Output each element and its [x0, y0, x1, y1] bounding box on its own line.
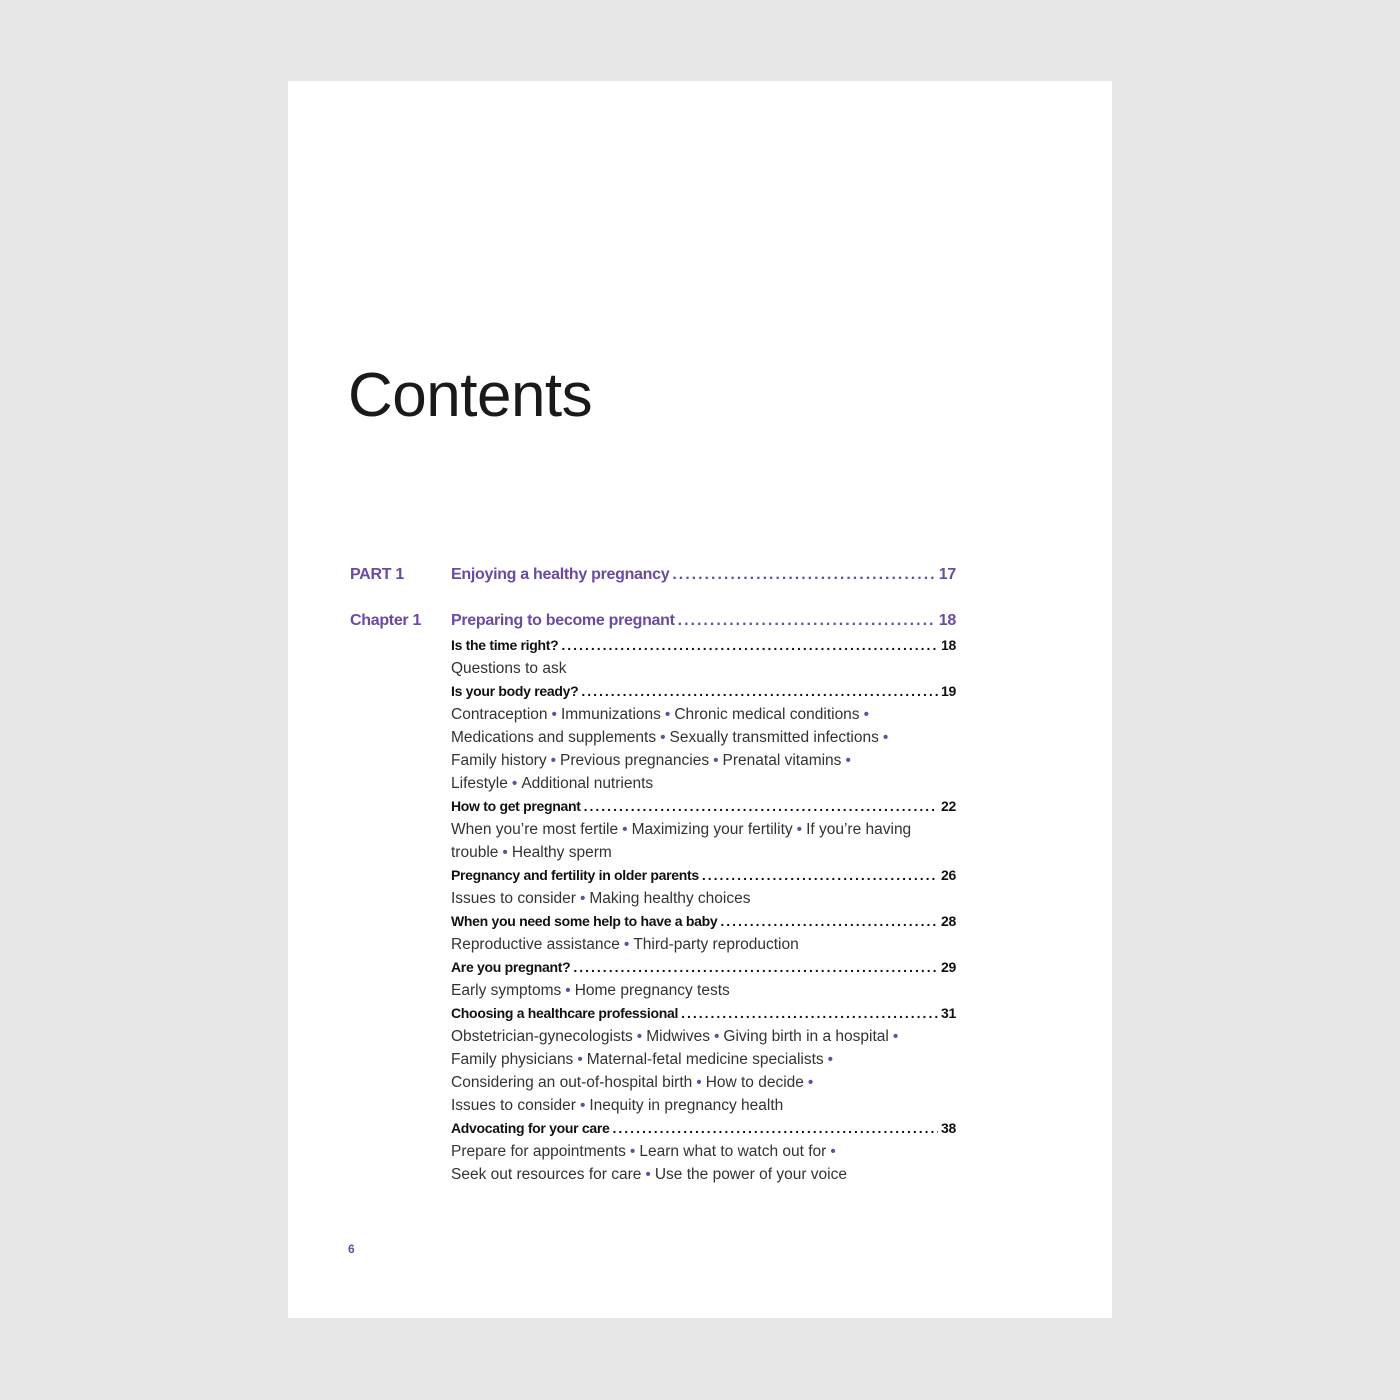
chapter-title: Preparing to become pregnant — [451, 612, 675, 629]
bullet-separator: • — [830, 1143, 836, 1160]
topic-item: Issues to consider — [451, 890, 576, 907]
topic-item: Immunizations — [560, 706, 661, 723]
document-page — [288, 81, 1112, 1318]
section-topics-line — [451, 749, 956, 772]
topic-item: Medications and supplements — [451, 729, 657, 746]
topic-item: Maximizing your fertility — [631, 821, 793, 838]
bullet-separator: • — [660, 729, 666, 746]
topic-item: Family history — [451, 752, 547, 769]
leader-dots — [702, 864, 938, 887]
topic-item: Use the power of your voice — [654, 1166, 847, 1183]
bullet-separator: • — [807, 1074, 814, 1091]
topic-item: Giving birth in a hospital — [723, 1028, 889, 1045]
topic-item: Contraception — [451, 706, 548, 723]
topic-item: Prepare for appointments — [451, 1143, 626, 1160]
topic-item: Third-party reproduction — [633, 936, 799, 953]
section-topics-line — [451, 1048, 956, 1071]
bullet-separator: • — [892, 1028, 899, 1045]
section-topics-line — [451, 979, 956, 1002]
section-title: Choosing a healthcare professional — [451, 1005, 679, 1021]
section-page-number: 29 — [941, 959, 956, 975]
section-page-number: 38 — [941, 1120, 956, 1136]
bullet-separator: • — [645, 1166, 651, 1183]
chapter-title-line[interactable] — [451, 611, 956, 634]
topic-item: Additional nutrients — [521, 775, 654, 792]
bullet-separator: • — [511, 775, 518, 792]
topic-item: If you’re having — [806, 821, 912, 838]
section-page-number: 18 — [941, 637, 956, 653]
bullet-separator: • — [550, 752, 557, 769]
section-page-number: 28 — [941, 913, 956, 929]
section-title: When you need some help to have a baby — [451, 913, 718, 929]
section-page-number: 22 — [941, 798, 956, 814]
topic-item: Family physicians — [451, 1051, 574, 1068]
section-topics-line — [451, 933, 956, 956]
leader-dots — [681, 1002, 938, 1025]
topic-item: How to decide — [705, 1074, 804, 1091]
section-topics-line — [451, 1025, 956, 1048]
bullet-separator: • — [664, 706, 671, 723]
leader-dots — [720, 910, 938, 933]
part-page-number: 17 — [938, 566, 956, 583]
part-title: Enjoying a healthy pregnancy — [451, 566, 670, 583]
section-title: How to get pregnant — [451, 798, 581, 814]
bullet-separator: • — [713, 1028, 720, 1045]
toc-chapter-entry — [350, 611, 956, 1186]
bullet-separator: • — [845, 752, 851, 769]
section-title: Is your body ready? — [451, 683, 579, 699]
leader-dots — [581, 680, 938, 703]
section-topics-line — [451, 657, 956, 680]
topic-item: Questions to ask — [451, 660, 567, 677]
section-topics-line — [451, 841, 956, 864]
topic-item: Reproductive assistance — [451, 936, 620, 953]
section-topics-line — [451, 818, 956, 841]
topic-item: Prenatal vitamins — [722, 752, 842, 769]
topic-item: Sexually transmitted infections — [669, 729, 879, 746]
topic-item: Learn what to watch out for — [639, 1143, 827, 1160]
topic-item: Considering an out-of-hospital birth — [451, 1074, 693, 1091]
chapter-page-number: 18 — [938, 612, 956, 629]
topic-item: Seek out resources for care — [451, 1166, 642, 1183]
part-label: PART 1 — [350, 566, 404, 583]
section-page-number: 19 — [941, 683, 956, 699]
section-topics-line — [451, 1163, 956, 1186]
topic-item: trouble — [451, 844, 499, 861]
topic-item: Obstetrician-gynecologists — [451, 1028, 633, 1045]
table-of-contents — [350, 565, 956, 1186]
topic-item: Home pregnancy tests — [574, 982, 730, 999]
bullet-separator: • — [636, 1028, 643, 1045]
bullet-separator: • — [882, 729, 889, 746]
toc-part-entry[interactable] — [350, 565, 956, 611]
leader-dots — [561, 634, 938, 657]
section-topics-line — [451, 1071, 956, 1094]
topic-item: Issues to consider — [451, 1097, 576, 1114]
bullet-separator: • — [713, 752, 719, 769]
bullet-separator: • — [577, 1051, 583, 1068]
leader-dots — [584, 795, 938, 818]
bullet-separator: • — [796, 821, 803, 838]
section-topics-line — [451, 887, 956, 910]
toc-section-entry[interactable] — [451, 956, 956, 979]
topic-item: Making healthy choices — [589, 890, 751, 907]
topic-item: Lifestyle — [451, 775, 508, 792]
topic-item: Previous pregnancies — [560, 752, 710, 769]
toc-section-entry[interactable] — [451, 1117, 956, 1140]
chapter-label: Chapter 1 — [350, 612, 422, 629]
bullet-separator: • — [579, 890, 586, 907]
leader-dots — [678, 611, 936, 631]
bullet-separator: • — [565, 982, 571, 999]
toc-section-entry[interactable] — [451, 680, 956, 703]
section-topics-line — [451, 772, 956, 795]
section-page-number: 26 — [941, 867, 956, 883]
section-topics-line — [451, 1140, 956, 1163]
bullet-separator: • — [863, 706, 869, 723]
leader-dots — [573, 956, 938, 979]
bullet-separator: • — [827, 1051, 834, 1068]
leader-dots — [672, 565, 935, 585]
section-page-number: 31 — [941, 1005, 956, 1021]
toc-section-entry[interactable] — [451, 795, 956, 818]
bullet-separator: • — [579, 1097, 586, 1114]
leader-dots — [613, 1117, 939, 1140]
chapter-sections — [451, 634, 956, 1186]
folio-page-number: 6 — [348, 1242, 355, 1256]
toc-section-entry[interactable] — [451, 910, 956, 933]
section-topics-line — [451, 703, 956, 726]
topic-item: Chronic medical conditions — [674, 706, 860, 723]
section-title: Advocating for your care — [451, 1120, 610, 1136]
topic-item: Inequity in pregnancy health — [589, 1097, 784, 1114]
toc-section-entry[interactable] — [451, 864, 956, 887]
toc-section-entry[interactable] — [451, 1002, 956, 1025]
bullet-separator: • — [502, 844, 508, 861]
section-topics-line — [451, 726, 956, 749]
topic-item: Healthy sperm — [511, 844, 612, 861]
topic-item: Midwives — [646, 1028, 710, 1045]
section-title: Is the time right? — [451, 637, 559, 653]
section-title: Are you pregnant? — [451, 959, 571, 975]
topic-item: Maternal-fetal medicine specialists — [586, 1051, 824, 1068]
bullet-separator: • — [551, 706, 557, 723]
bullet-separator: • — [629, 1143, 636, 1160]
topic-item: Early symptoms — [451, 982, 562, 999]
topic-item: When you’re most fertile — [451, 821, 619, 838]
section-title: Pregnancy and fertility in older parents — [451, 867, 699, 883]
toc-section-entry[interactable] — [451, 634, 956, 657]
bullet-separator: • — [622, 821, 628, 838]
section-topics-line — [451, 1094, 956, 1117]
page-title: Contents — [348, 361, 593, 430]
bullet-separator: • — [623, 936, 630, 953]
bullet-separator: • — [696, 1074, 702, 1091]
